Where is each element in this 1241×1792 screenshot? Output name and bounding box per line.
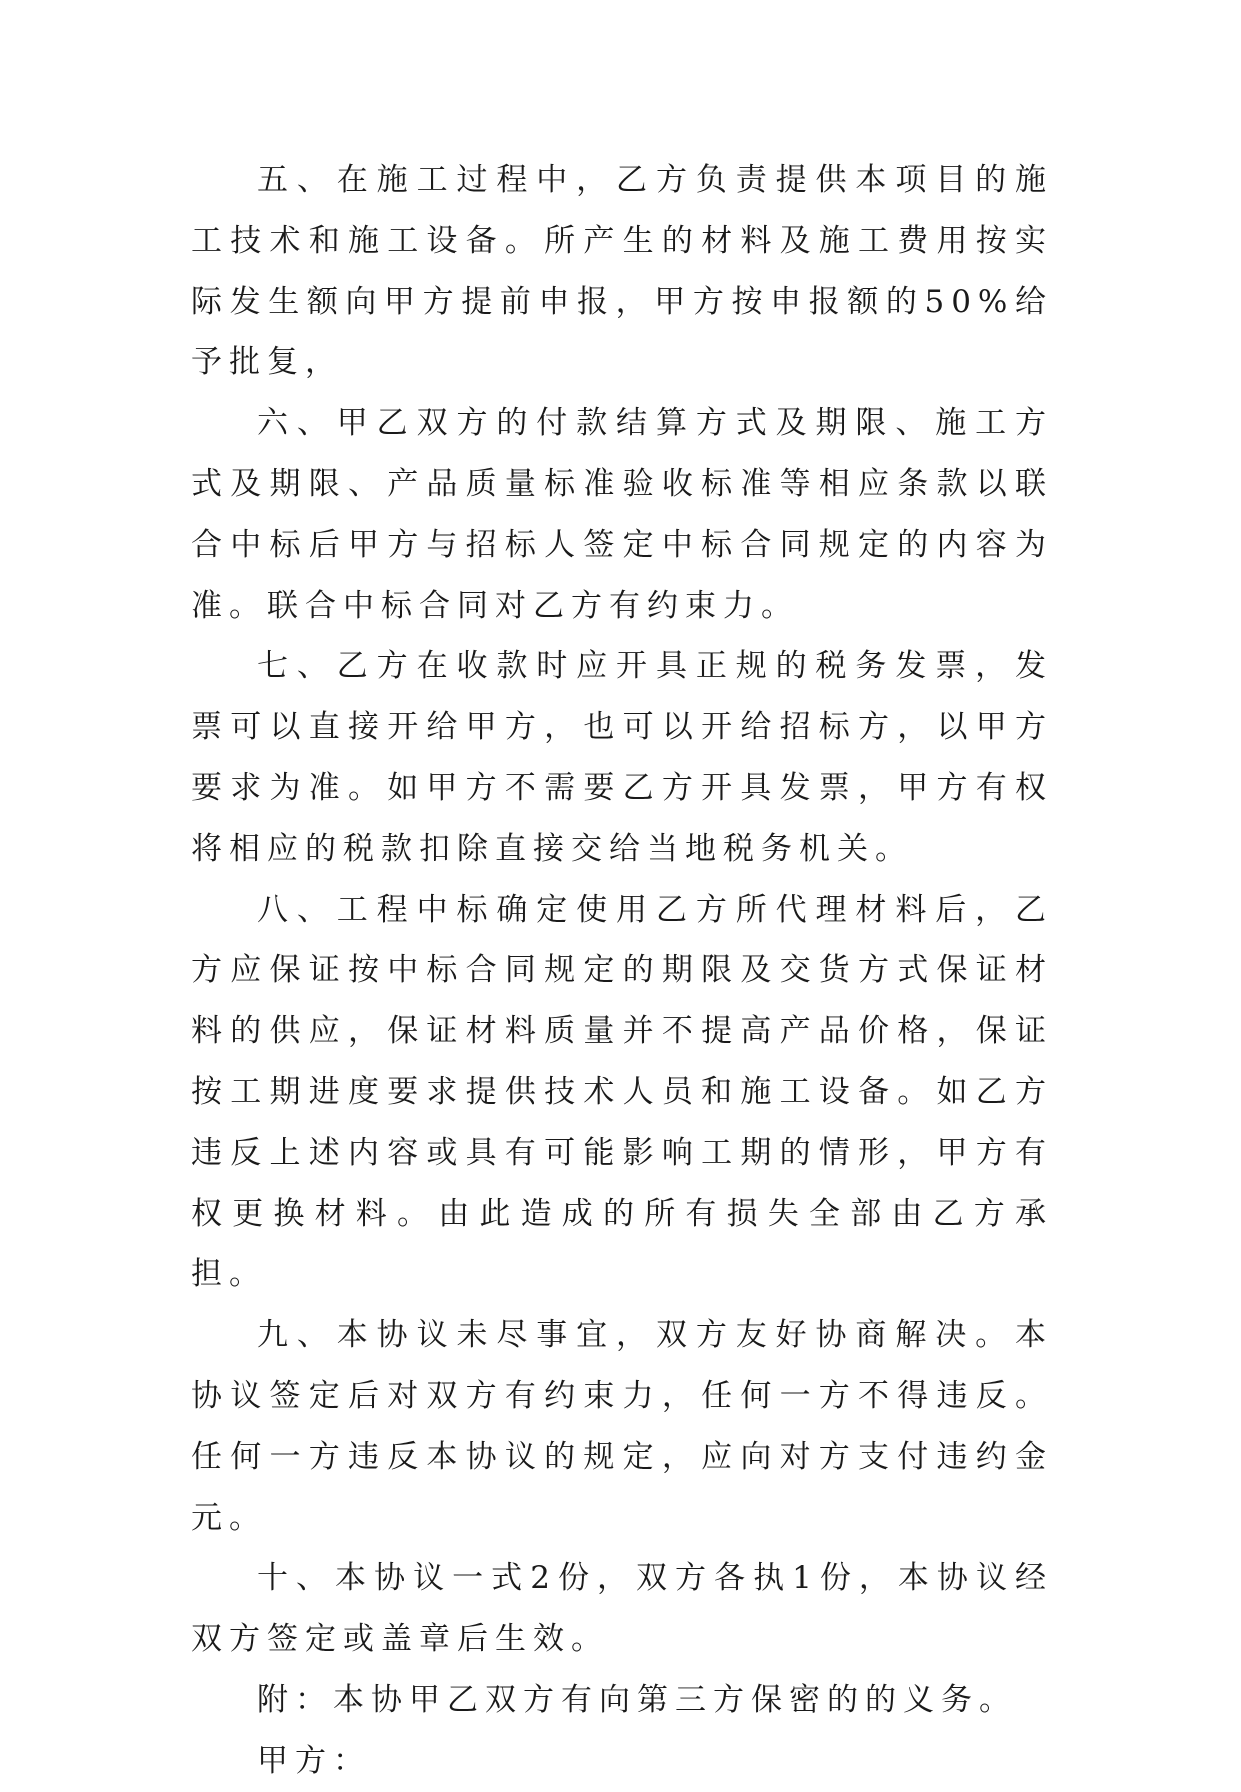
clause-6: 六、甲乙双方的付款结算方式及期限、施工方式及期限、产品质量标准验收标准等相应条款以联合中标后甲方与招标人签定中标合同规定的内容为准。联合中标合同对乙方有约束力。 <box>191 405 1053 624</box>
clause-7: 七、乙方在收款时应开具正规的税务发票，发票可以直接开给甲方，也可以开给招标方，以甲方要求为准。如甲方不需要乙方开具发票，甲方有权将相应的税款扣除直接交给当地税务机关。 <box>191 648 1053 867</box>
clause-5: 五、在施工过程中，乙方负责提供本项目的施工技术和施工设备。所产生的材料及施工费用按实际发生额向甲方提前申报，甲方按申报额的50%给予批复， <box>191 162 1053 381</box>
party-a-signature-line: 甲方： <box>257 1742 371 1779</box>
appendix-note: 附：本协甲乙双方有向第三方保密的的义务。 <box>257 1681 1017 1718</box>
clause-10: 十、本协议一式2份，双方各执1份，本协议经双方签定或盖章后生效。 <box>191 1560 1053 1658</box>
clause-9: 九、本协议未尽事宜，双方友好协商解决。本协议签定后对双方有约束力，任何一方不得违反。任何一方违反本协议的规定，应向对方支付违约金元。 <box>191 1317 1053 1536</box>
document-body <box>191 150 1053 1792</box>
clause-8: 八、工程中标确定使用乙方所代理材料后，乙方应保证按中标合同规定的期限及交货方式保证材料的供应，保证材料质量并不提高产品价格，保证按工期进度要求提供技术人员和施工设备。如乙方违反上述内容或具有可能影响工期的情形，甲方有权更换材料。由此造成的所有损失全部由乙方承担。 <box>191 891 1053 1293</box>
